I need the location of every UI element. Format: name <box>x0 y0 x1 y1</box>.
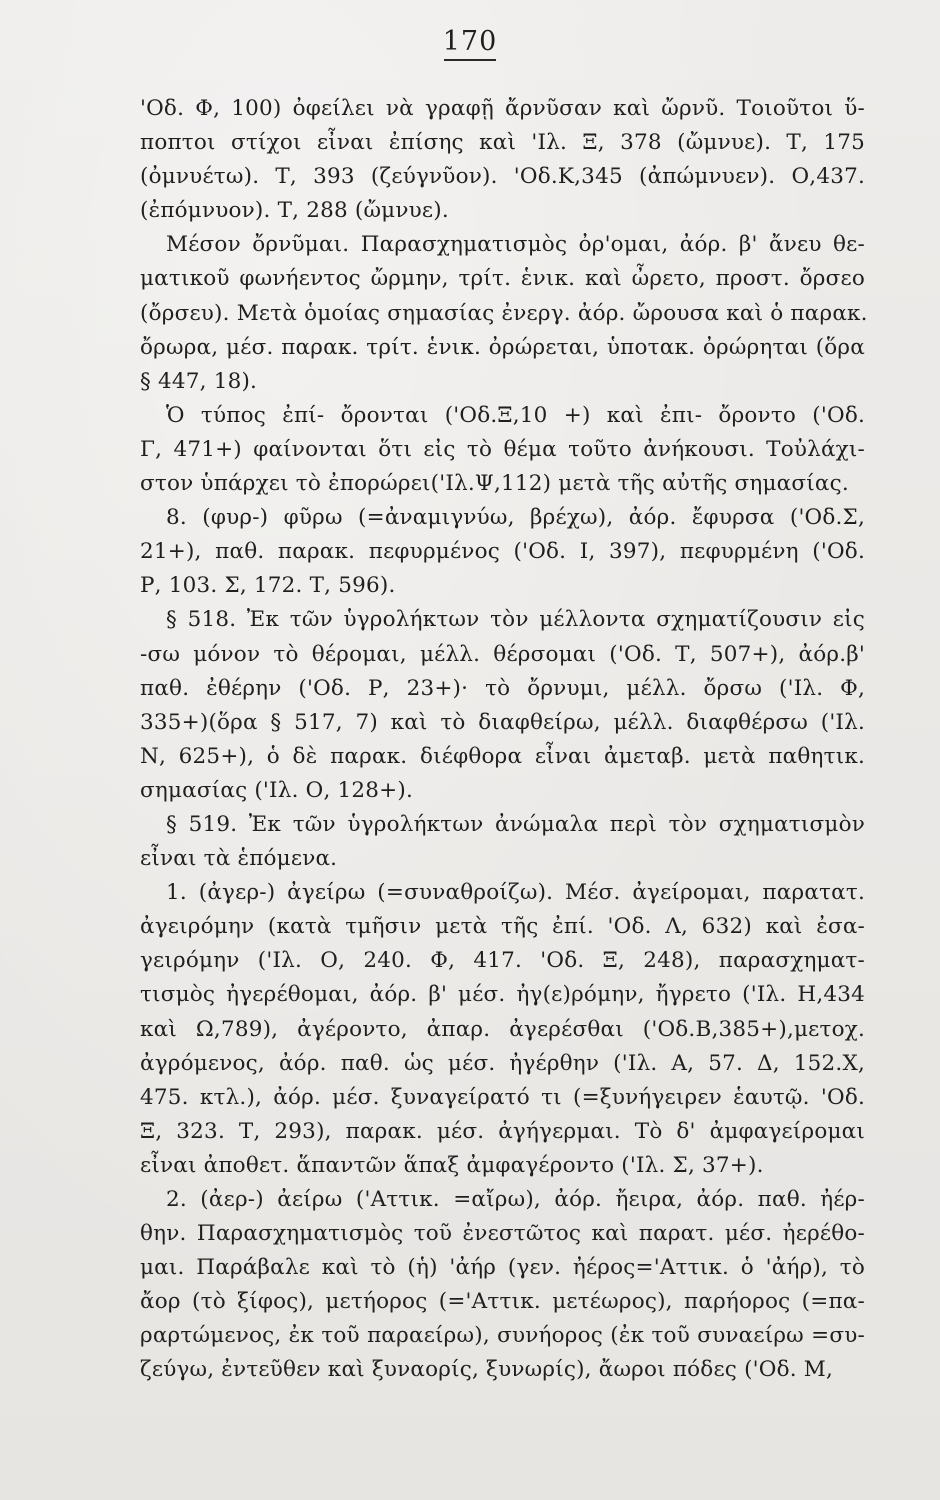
text-line: ὄρωρα, μέσ. παρακ. τρίτ. ἑνικ. ὀρώρεται, ὑποτακ. ὀρώρηται (ὅρα <box>140 334 865 360</box>
text-line: 475. κτλ.), ἀόρ. μέσ. ξυναγείρατό τι (=ξυνήγειρεν ἑαυτῷ. 'Οδ. <box>140 1084 865 1110</box>
text-line: 8. (φυρ-) φῦρω (=ἀναμιγνύω, βρέχω), ἀόρ. ἔφυρσα ('Οδ.Σ, <box>166 505 865 531</box>
text-line: ἀγρόμενος, ἀόρ. παθ. ὡς μέσ. ἠγέρθην ('Ιλ. Α, 57. Δ, 152.Χ, <box>140 1050 865 1076</box>
text-line: 2. (ἀερ-) ἀείρω ('Αττικ. =αἴρω), ἀόρ. ἤειρα, ἀόρ. παθ. ἠέρ- <box>166 1187 865 1212</box>
text-line: στον ὑπάρχει τὸ ἐπορώρει('Ιλ.Ψ,112) μετὰ τῆς αὐτῆς σημασίας. <box>140 471 849 497</box>
text-line: μαι. Παράβαλε καὶ τὸ (ἡ) 'ἀήρ (γεν. ἠέρος='Αττικ. ὁ 'ἀήρ), τὸ <box>140 1255 865 1281</box>
text-line: § 519. Ἐκ τῶν ὑγρολήκτων ἀνώμαλα περὶ τὸν σχηματισμὸν <box>166 811 865 837</box>
text-line: Ὁ τύπος ἐπί- ὄρονται ('Οδ.Ξ,10 +) καὶ ἐπι- ὄροντο ('Οδ. <box>166 402 865 428</box>
text-line: § 518. Ἐκ τῶν ὑγρολήκτων τὸν μέλλοντα σχηματίζουσιν εἰς <box>166 607 865 633</box>
text-line: 1. (ἀγερ-) ἀγείρω (=συναθροίζω). Μέσ. ἀγείρομαι, παρατατ. <box>166 880 865 906</box>
text-line: τισμὸς ἠγερέθομαι, ἀόρ. β' μέσ. ἠγ(ε)ρόμην, ἤγρετο ('Ιλ. Η,434 <box>140 982 865 1008</box>
page-number: 170 <box>442 26 498 57</box>
text-line: Μέσον ὄρνῦμαι. Παρασχηματισμὸς ὀρ'ομαι, ἀόρ. β' ἄνευ θε- <box>166 232 865 258</box>
text-line: 21+), παθ. παρακ. πεφυρμένος ('Οδ. Ι, 397), πεφυρμένη ('Οδ. <box>140 539 865 565</box>
paragraph <box>140 501 865 603</box>
paragraph <box>140 92 865 228</box>
text-line: ἀγειρόμην (κατὰ τμῆσιν μετὰ τῆς ἐπί. 'Οδ. Λ, 632) καὶ ἐσα- <box>140 914 865 940</box>
paragraph <box>140 228 868 398</box>
text-line: γειρόμην ('Ιλ. Ο, 240. Φ, 417. 'Οδ. Ξ, 248), παρασχηματ- <box>140 948 865 974</box>
page-header <box>0 26 940 61</box>
header-rule <box>444 59 496 61</box>
text-line: Ν, 625+), ὁ δὲ παρακ. διέφθορα εἶναι ἀμεταβ. μετὰ παθητικ. <box>140 743 865 769</box>
text-line: ἄορ (τὸ ξίφος), μετήορος (='Αττικ. μετέωρος), παρήορος (=πα- <box>140 1289 865 1315</box>
text-line: εἶναι ἀποθετ. ἅπαντῶν ἅπαξ ἀμφαγέροντο ('Ιλ. Σ, 37+). <box>140 1152 764 1178</box>
paragraph <box>140 808 865 876</box>
paragraph <box>140 603 865 808</box>
text-line: (ὀμνυέτω). Τ, 393 (ζεύγνῦον). 'Οδ.Κ,345 (ἀπώμνυεν). Ο,437. <box>140 164 865 190</box>
text-line: εἶναι τὰ ἑπόμενα. <box>140 846 338 872</box>
text-line: § 447, 18). <box>140 368 258 394</box>
text-line: σημασίας ('Ιλ. Ο, 128+). <box>140 777 414 803</box>
text-line: Ξ, 323. Τ, 293), παρακ. μέσ. ἀγήγερμαι. Τὸ δ' ἀμφαγείρομαι <box>140 1118 865 1144</box>
body-text <box>140 92 868 1388</box>
text-line: (ὄρσευ). Μετὰ ὁμοίας σημασίας ἐνεργ. ἀόρ. ὤρουσα καὶ ὁ παρακ. <box>140 300 868 326</box>
text-line: καὶ Ω,789), ἀγέροντο, ἀπαρ. ἀγερέσθαι ('Οδ.Β,385+),μετοχ. <box>140 1016 865 1042</box>
paragraph <box>140 1183 865 1388</box>
text-line: 'Οδ. Φ, 100) ὀφείλει νὰ γραφῇ ἄρνῦσαν καὶ ὤρνῦ. Τοιοῦτοι ὕ- <box>140 96 865 121</box>
text-line: θην. Παρασχηματισμὸς τοῦ ἐνεστῶτος καὶ παρατ. μέσ. ἠερέθο- <box>140 1221 865 1247</box>
text-line: Γ, 471+) φαίνονται ὅτι εἰς τὸ θέμα τοῦτο ἀνήκουσι. Τοὐλάχι- <box>140 436 865 462</box>
text-line: ραρτώμενος, ἐκ τοῦ παραείρω), συνήορος (ἐκ τοῦ συναείρω =συ- <box>140 1323 865 1349</box>
paragraph <box>140 876 865 1183</box>
text-line: ματικοῦ φωνήεντος ὤρμην, τρίτ. ἑνικ. καὶ ὦρετο, προστ. ὄρσεο <box>140 266 865 292</box>
text-line: -σω μόνον τὸ θέρομαι, μέλλ. θέρσομαι ('Οδ. Τ, 507+), ἀόρ.β' <box>140 641 865 667</box>
text-line: Ρ, 103. Σ, 172. Τ, 596). <box>140 573 396 599</box>
text-line: 335+)(ὅρα § 517, 7) καὶ τὸ διαφθείρω, μέλλ. διαφθέρσω ('Ιλ. <box>140 709 865 735</box>
text-line: ποπτοι στίχοι εἶναι ἐπίσης καὶ 'Ιλ. Ξ, 378 (ὤμνυε). Τ, 175 <box>140 130 865 156</box>
text-line: ζεύγω, ἐντεῦθεν καὶ ξυναορίς, ξυνωρίς), ἄωροι πόδες ('Οδ. Μ, <box>140 1357 834 1383</box>
paragraph <box>140 399 865 501</box>
text-line: παθ. ἐθέρην ('Οδ. Ρ, 23+)· τὸ ὄρνυμι, μέλλ. ὄρσω ('Ιλ. Φ, <box>140 675 865 701</box>
text-line: (ἐπόμνυον). Τ, 288 (ὤμνυε). <box>140 198 449 224</box>
